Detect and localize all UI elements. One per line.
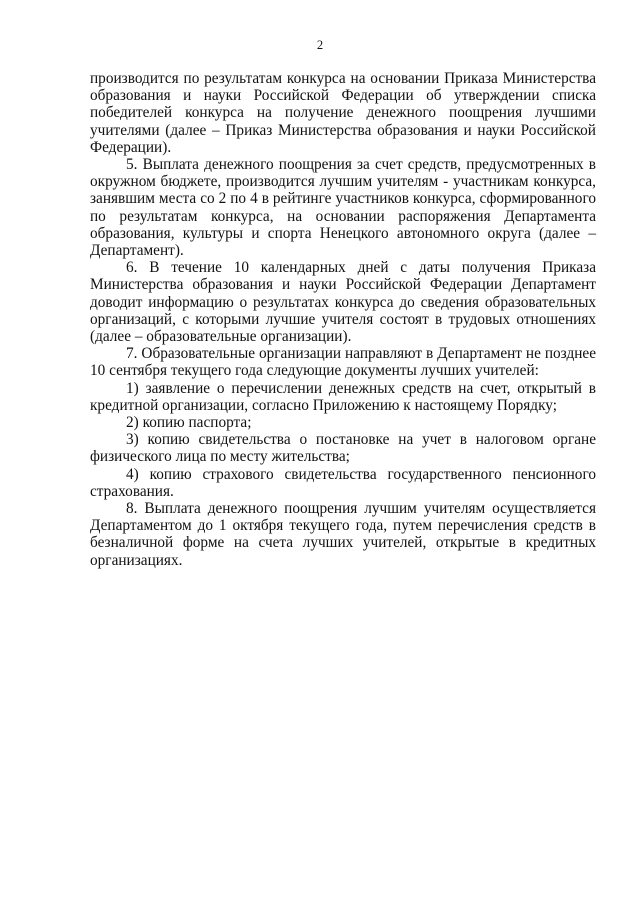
paragraph-item-6: 6. В течение 10 календарных дней с даты получения Приказа Министерства образования и науки Российской Федерации Департамент доводит информацию о результатах конкурса до сведения образовательных организаций, с которыми лучшие учителя состоят в трудовых отношениях (далее – образовательные организации). [90,259,596,346]
subitem-1: 1) заявление о перечислении денежных средств на счет, открытый в кредитной организации, согласно Приложению к настоящему Порядку; [90,379,596,414]
subitem-3: 3) копию свидетельства о постановке на учет в налоговом органе физического лица по месту жительства; [90,431,596,466]
paragraph-item-8: 8. Выплата денежного поощрения лучшим учителям осуществляется Департаментом до 1 октября текущего года, путем перечисления средств в безналичной форме на счета лучших учителей, открытые в кредитных организациях. [90,500,596,569]
document-body [90,70,596,569]
paragraph-continuation: производится по результатам конкурса на основании Приказа Министерства образования и науки Российской Федерации об утверждении списка победителей конкурса на получение денежного поощрения лучшими учителями (далее – Приказ Министерства образования и науки Российской Федерации). [90,70,596,156]
subitem-4: 4) копию страхового свидетельства государственного пенсионного страхования. [90,465,596,500]
paragraph-item-7: 7. Образовательные организации направляют в Департамент не позднее 10 сентября текущего года следующие документы лучших учителей: [90,345,596,380]
subitem-2: 2) копию паспорта; [126,414,252,432]
paragraph-item-5: 5. Выплата денежного поощрения за счет средств, предусмотренных в окружном бюджете, производится лучшим учителям - участникам конкурса, занявшим места со 2 по 4 в рейтинге участников конкурса, сформированного по результатам конкурса, на основании распоряжения Департамента образования, культуры и спорта Ненецкого автономного округа (далее – Департамент). [90,156,596,260]
page-number: 2 [316,38,324,52]
